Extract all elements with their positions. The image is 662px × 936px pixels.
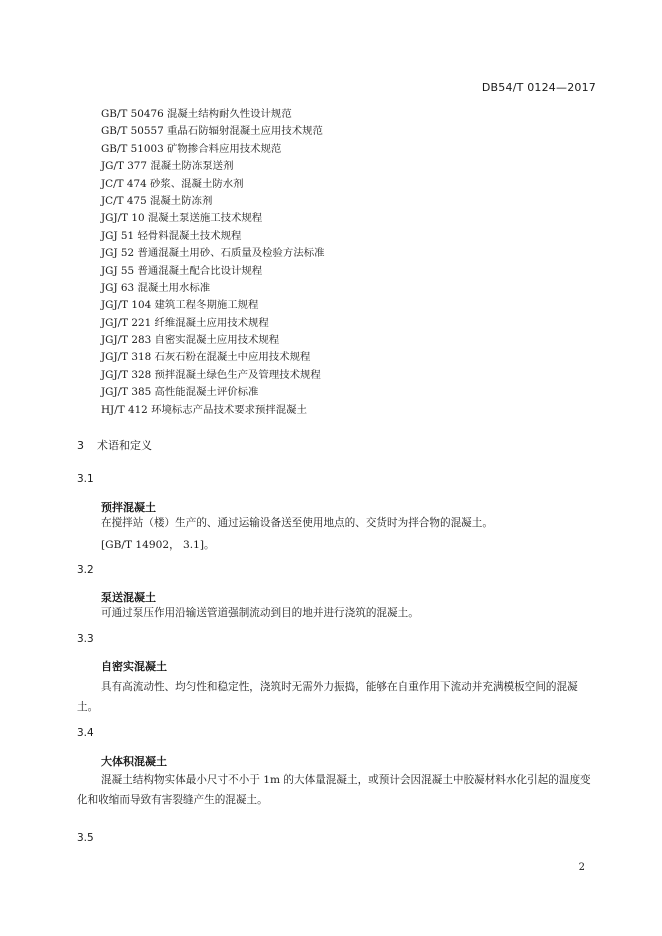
reference-item: JGJ/T 10 混凝土泵送施工技术规程: [101, 212, 263, 225]
section-number: 3: [77, 439, 84, 452]
section-heading: [77, 437, 152, 453]
reference-item: GB/T 50557 重晶石防辐射混凝土应用技术规范: [101, 125, 323, 138]
reference-item: JGJ 55 普通混凝土配合比设计规程: [101, 264, 263, 277]
reference-item: JGJ/T 328 预拌混凝土绿色生产及管理技术规程: [101, 368, 321, 381]
term-definition: 混凝土结构物实体最小尺寸不小于 1m 的大体量混凝土，或预计会因混凝土中胶凝材料水化引起的温度变化和收缩而导致有害裂缝产生的混凝土。: [77, 774, 591, 806]
clause-number: 3.1: [77, 473, 94, 485]
term-definition: 可通过泵压作用沿输送管道强制流动到目的地并进行浇筑的混凝土。: [101, 607, 419, 619]
reference-item: GB/T 50476 混凝土结构耐久性设计规范: [101, 108, 292, 120]
reference-item: JGJ/T 318 石灰石粉在混凝土中应用技术规程: [101, 351, 311, 364]
section-title: 术语和定义: [97, 439, 152, 452]
clause-number: 3.5: [77, 832, 94, 844]
clause-number: 3.4: [77, 727, 94, 739]
reference-item: JC/T 474 砂浆、混凝土防水剂: [101, 177, 244, 190]
term-title: 自密实混凝土: [101, 660, 167, 673]
reference-item: JGJ 51 轻骨料混凝土技术规程: [101, 229, 242, 242]
term-title: 大体积混凝土: [101, 755, 167, 768]
document-id-header: DB54/T 0124—2017: [481, 81, 596, 94]
reference-item: JGJ/T 104 建筑工程冬期施工规程: [101, 299, 259, 312]
page-number: 2: [578, 862, 585, 873]
reference-item: JGJ 52 普通混凝土用砂、石质量及检验方法标准: [101, 247, 325, 260]
clause-number: 3.3: [77, 633, 94, 645]
term-title: 泵送混凝土: [101, 591, 156, 604]
reference-item: JG/T 377 混凝土防冻泵送剂: [101, 160, 234, 173]
definition-source: [GB/T 14902， 3.1]。: [101, 539, 215, 551]
reference-item: HJ/T 412 环境标志产品技术要求预拌混凝土: [101, 403, 307, 416]
reference-item: JGJ/T 283 自密实混凝土应用技术规程: [101, 334, 280, 347]
term-definition: 在搅拌站（楼）生产的、通过运输设备送至使用地点的、交货时为拌合物的混凝土。: [101, 517, 493, 529]
reference-item: JGJ/T 221 纤维混凝土应用技术规程: [101, 316, 269, 329]
term-title: 预拌混凝土: [101, 501, 156, 514]
clause-number: 3.2: [77, 564, 94, 576]
reference-item: JGJ 63 混凝土用水标准: [101, 281, 211, 294]
term-definition: 具有高流动性、均匀性和稳定性，浇筑时无需外力振捣，能够在自重作用下流动并充满模板空间的混凝土。: [77, 681, 578, 713]
reference-item: JC/T 475 混凝土防冻剂: [101, 194, 213, 207]
normative-references-list: [101, 106, 325, 419]
reference-item: JGJ/T 385 高性能混凝土评价标准: [101, 386, 259, 399]
reference-item: GB/T 51003 矿物掺合料应用技术规范: [101, 142, 282, 155]
